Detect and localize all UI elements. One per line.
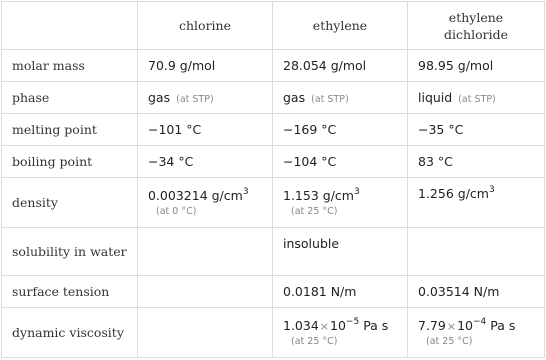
density-value: 1.153 g/cm <box>283 188 354 203</box>
column-header-chlorine: chlorine <box>138 2 273 50</box>
boiling-point-chlorine: −34 °C <box>138 146 273 178</box>
row-label: phase <box>2 82 138 114</box>
phase-ethylene-dichloride <box>408 82 545 114</box>
row-label: solubility in water <box>2 228 138 276</box>
melting-point-chlorine: −101 °C <box>138 114 273 146</box>
density-exponent: 3 <box>488 184 495 195</box>
phase-condition: (at STP) <box>458 94 496 105</box>
molar-mass-ethylene: 28.054 g/mol <box>273 50 408 82</box>
viscosity-condition: (at 25 °C) <box>291 336 338 347</box>
viscosity-ethylene-dichloride <box>408 308 545 358</box>
table-row-surface-tension <box>2 276 545 308</box>
table-row-density <box>2 178 545 228</box>
table-row-dynamic-viscosity <box>2 308 545 358</box>
viscosity-base: 10 <box>457 318 473 333</box>
viscosity-chlorine <box>138 308 273 358</box>
row-label: molar mass <box>2 50 138 82</box>
row-label: boiling point <box>2 146 138 178</box>
row-label: surface tension <box>2 276 138 308</box>
table-row-phase <box>2 82 545 114</box>
surface-tension-ethylene-dichloride: 0.03514 N/m <box>408 276 545 308</box>
density-ethylene-dichloride <box>408 178 545 228</box>
phase-chlorine <box>138 82 273 114</box>
row-label: density <box>2 178 138 228</box>
table-row-molar-mass <box>2 50 545 82</box>
melting-point-ethylene: −169 °C <box>273 114 408 146</box>
density-value: 1.256 g/cm <box>418 186 489 201</box>
molar-mass-chlorine: 70.9 g/mol <box>138 50 273 82</box>
viscosity-exponent: −5 <box>345 316 360 327</box>
phase-condition: (at STP) <box>176 94 214 105</box>
phase-value: gas <box>283 90 306 105</box>
header-row <box>2 2 545 50</box>
row-label: melting point <box>2 114 138 146</box>
table-row-solubility <box>2 228 545 276</box>
melting-point-ethylene-dichloride: −35 °C <box>408 114 545 146</box>
solubility-chlorine <box>138 228 273 276</box>
table-row-melting-point <box>2 114 545 146</box>
density-condition: (at 25 °C) <box>291 206 338 217</box>
density-exponent: 3 <box>242 186 249 197</box>
viscosity-mantissa: 7.79 <box>418 318 446 333</box>
density-condition: (at 0 °C) <box>156 206 197 217</box>
viscosity-unit: Pa s <box>490 318 516 333</box>
column-header-ethylene: ethylene <box>273 2 408 50</box>
viscosity-unit: Pa s <box>363 318 389 333</box>
corner-cell <box>2 2 138 50</box>
molar-mass-ethylene-dichloride: 98.95 g/mol <box>408 50 545 82</box>
viscosity-base: 10 <box>330 318 346 333</box>
phase-value: liquid <box>418 90 453 105</box>
surface-tension-ethylene: 0.0181 N/m <box>273 276 408 308</box>
phase-value: gas <box>148 90 171 105</box>
boiling-point-ethylene: −104 °C <box>273 146 408 178</box>
boiling-point-ethylene-dichloride: 83 °C <box>408 146 545 178</box>
viscosity-ethylene <box>273 308 408 358</box>
column-header-ethylene-dichloride: ethylene dichloride <box>408 2 545 50</box>
phase-condition: (at STP) <box>311 94 349 105</box>
properties-table <box>1 1 545 358</box>
viscosity-condition: (at 25 °C) <box>426 336 473 347</box>
density-ethylene <box>273 178 408 228</box>
density-chlorine <box>138 178 273 228</box>
solubility-ethylene: insoluble <box>273 228 408 276</box>
row-label: dynamic viscosity <box>2 308 138 358</box>
density-exponent: 3 <box>353 186 360 197</box>
solubility-ethylene-dichloride <box>408 228 545 276</box>
density-value: 0.003214 g/cm <box>148 188 243 203</box>
times-sign: × <box>319 320 330 333</box>
times-sign: × <box>446 320 457 333</box>
phase-ethylene <box>273 82 408 114</box>
table-row-boiling-point <box>2 146 545 178</box>
viscosity-exponent: −4 <box>472 316 487 327</box>
surface-tension-chlorine <box>138 276 273 308</box>
viscosity-mantissa: 1.034 <box>283 318 319 333</box>
